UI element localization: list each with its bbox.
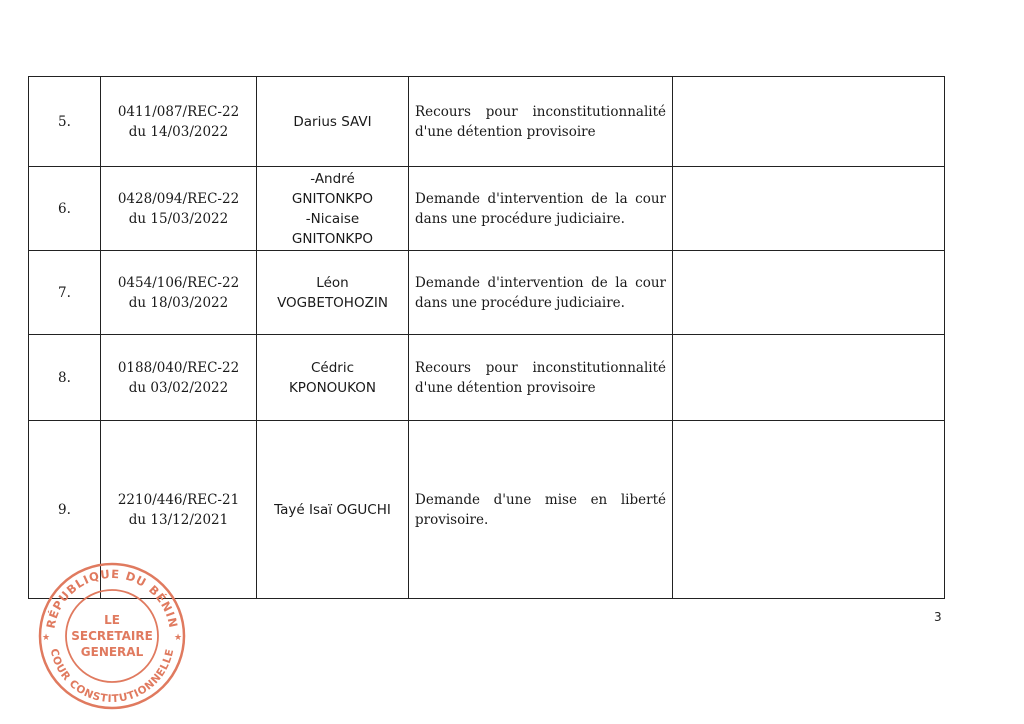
row-number: 6. xyxy=(29,167,101,251)
records-table xyxy=(28,76,945,599)
applicant: -André GNITONKPO -Nicaise GNITONKPO xyxy=(257,167,409,251)
table-row xyxy=(29,77,945,167)
stamp-center-line: LE xyxy=(104,613,120,627)
request-object: Demande d'intervention de la cour dans une procédure judiciaire. xyxy=(409,251,673,335)
stamp-bottom-text: COUR CONSTITUTIONNELLE xyxy=(47,647,177,706)
case-reference: 0454/106/REC-22 du 18/03/2022 xyxy=(101,251,257,335)
request-object: Demande d'une mise en liberté provisoire. xyxy=(409,421,673,599)
applicant: Tayé Isaï OGUCHI xyxy=(257,421,409,599)
star-icon: ★ xyxy=(41,633,51,643)
page-number: 3 xyxy=(934,610,942,624)
stamp-outer-text: RÉPUBLIQUE DU BÉNIN xyxy=(43,566,181,630)
table-row xyxy=(29,251,945,335)
observation-cell xyxy=(673,167,945,251)
case-reference: 0428/094/REC-22 du 15/03/2022 xyxy=(101,167,257,251)
request-object: Demande d'intervention de la cour dans une procédure judiciaire. xyxy=(409,167,673,251)
case-reference: 2210/446/REC-21 du 13/12/2021 xyxy=(101,421,257,599)
applicant: Darius SAVI xyxy=(257,77,409,167)
case-reference: 0188/040/REC-22 du 03/02/2022 xyxy=(101,335,257,421)
request-object: Recours pour inconstitutionnalité d'une détention provisoire xyxy=(409,77,673,167)
applicant: Léon VOGBETOHOZIN xyxy=(257,251,409,335)
observation-cell xyxy=(673,251,945,335)
row-number: 9. xyxy=(29,421,101,599)
observation-cell xyxy=(673,77,945,167)
observation-cell xyxy=(673,335,945,421)
star-icon: ★ xyxy=(173,633,183,643)
row-number: 5. xyxy=(29,77,101,167)
stamp-center-line: GENERAL xyxy=(80,645,144,659)
official-stamp xyxy=(36,560,188,712)
case-reference: 0411/087/REC-22 du 14/03/2022 xyxy=(101,77,257,167)
observation-cell xyxy=(673,421,945,599)
row-number: 8. xyxy=(29,335,101,421)
table-row xyxy=(29,167,945,251)
row-number: 7. xyxy=(29,251,101,335)
stamp-center-line: SECRETAIRE xyxy=(71,629,153,643)
table-row xyxy=(29,335,945,421)
request-object: Recours pour inconstitutionnalité d'une détention provisoire xyxy=(409,335,673,421)
applicant: Cédric KPONOUKON xyxy=(257,335,409,421)
